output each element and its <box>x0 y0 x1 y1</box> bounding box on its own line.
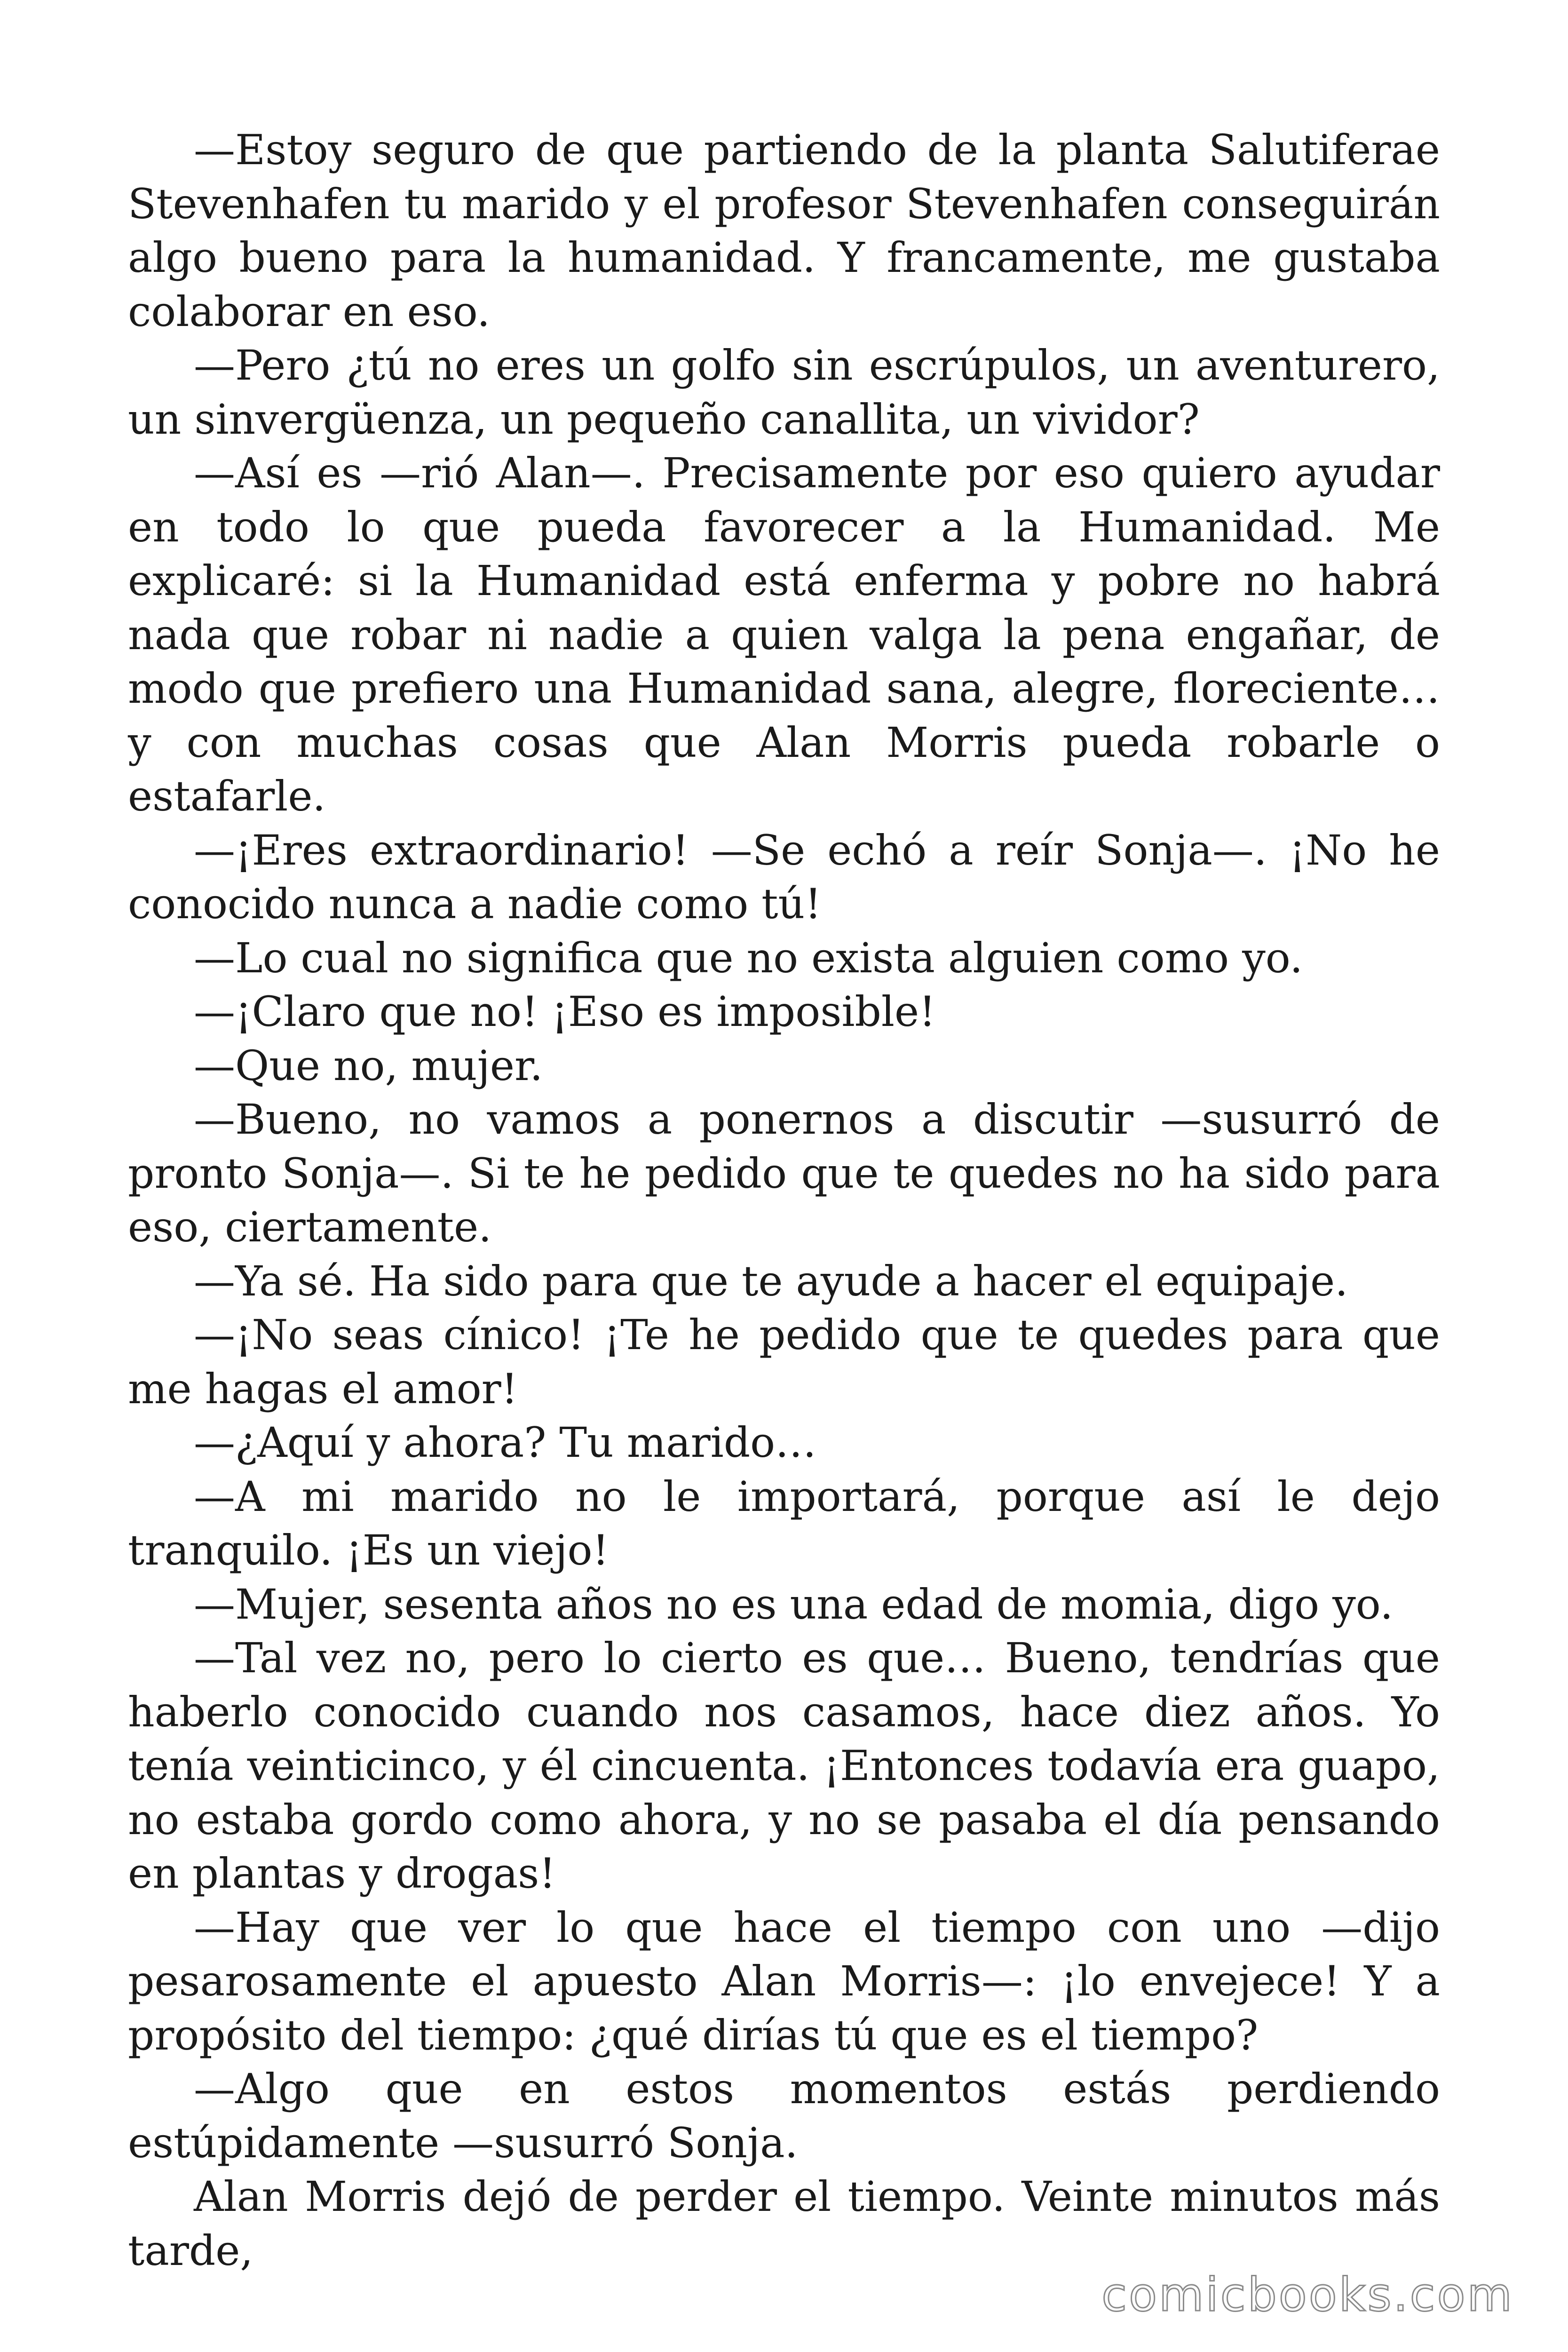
paragraph: —Que no, mujer. <box>194 1041 543 1090</box>
paragraph: —Ya sé. Ha sido para que te ayude a hacer el equipaje. <box>194 1256 1348 1305</box>
paragraph: —Lo cual no significa que no exista alguien como yo. <box>194 933 1303 982</box>
paragraph: —¡Eres extraordinario! —Se echó a reír Sonja—. ¡No he conocido nunca a nadie como tú! <box>128 826 1440 928</box>
paragraph: —¿Aquí y ahora? Tu marido… <box>194 1418 817 1467</box>
paragraph: —Mujer, sesenta años no es una edad de momia, digo yo. <box>194 1580 1394 1629</box>
paragraph: —Hay que ver lo que hace el tiempo con uno —dijo pesarosamente el apuesto Alan Morris—: ¡lo envejece! Y a propósito del tiempo: ¿qué dirías tú que es el tiempo? <box>128 1903 1440 2059</box>
paragraph: —Algo que en estos momentos estás perdiendo estúpidamente —susurró Sonja. <box>128 2065 1440 2167</box>
paragraph: —A mi marido no le importará, porque así le dejo tranquilo. ¡Es un viejo! <box>128 1472 1440 1574</box>
paragraph: —¡Claro que no! ¡Eso es imposible! <box>194 987 936 1036</box>
book-page-text <box>128 123 1440 2278</box>
paragraph: —Tal vez no, pero lo cierto es que… Bueno, tendrías que haberlo conocido cuando nos casamos, hace diez años. Yo tenía veinticinco, y él cincuenta. ¡Entonces todavía era guapo, no estaba gordo como ahora, y no se pasaba el día pensando en plantas y drogas! <box>128 1634 1440 1898</box>
paragraph: —Bueno, no vamos a ponernos a discutir —susurró de pronto Sonja—. Si te he pedido que te quedes no ha sido para eso, ciertamente. <box>128 1095 1440 1251</box>
paragraph: Alan Morris dejó de perder el tiempo. Veinte minutos más tarde, <box>128 2172 1440 2275</box>
paragraph: —Estoy seguro de que partiendo de la planta Salutiferae Stevenhafen tu marido y el profesor Stevenhafen conseguirán algo bueno para la humanidad. Y francamente, me gustaba colaborar en eso. <box>128 126 1440 336</box>
paragraph: —Así es —rió Alan—. Precisamente por eso quiero ayudar en todo lo que pueda favorecer a la Humanidad. Me explicaré: si la Humanidad está enferma y pobre no habrá nada que robar ni nadie a quien valga la pena engañar, de modo que prefiero una Humanidad sana, alegre, floreciente… y con muchas cosas que Alan Morris pueda robarle o estafarle. <box>128 449 1440 820</box>
paragraph: —¡No seas cínico! ¡Te he pedido que te quedes para que me hagas el amor! <box>128 1311 1440 1413</box>
paragraph: —Pero ¿tú no eres un golfo sin escrúpulos, un aventurero, un sinvergüenza, un pequeño canallita, un vividor? <box>128 341 1440 444</box>
watermark: comicbooks.com <box>1101 2268 1514 2322</box>
